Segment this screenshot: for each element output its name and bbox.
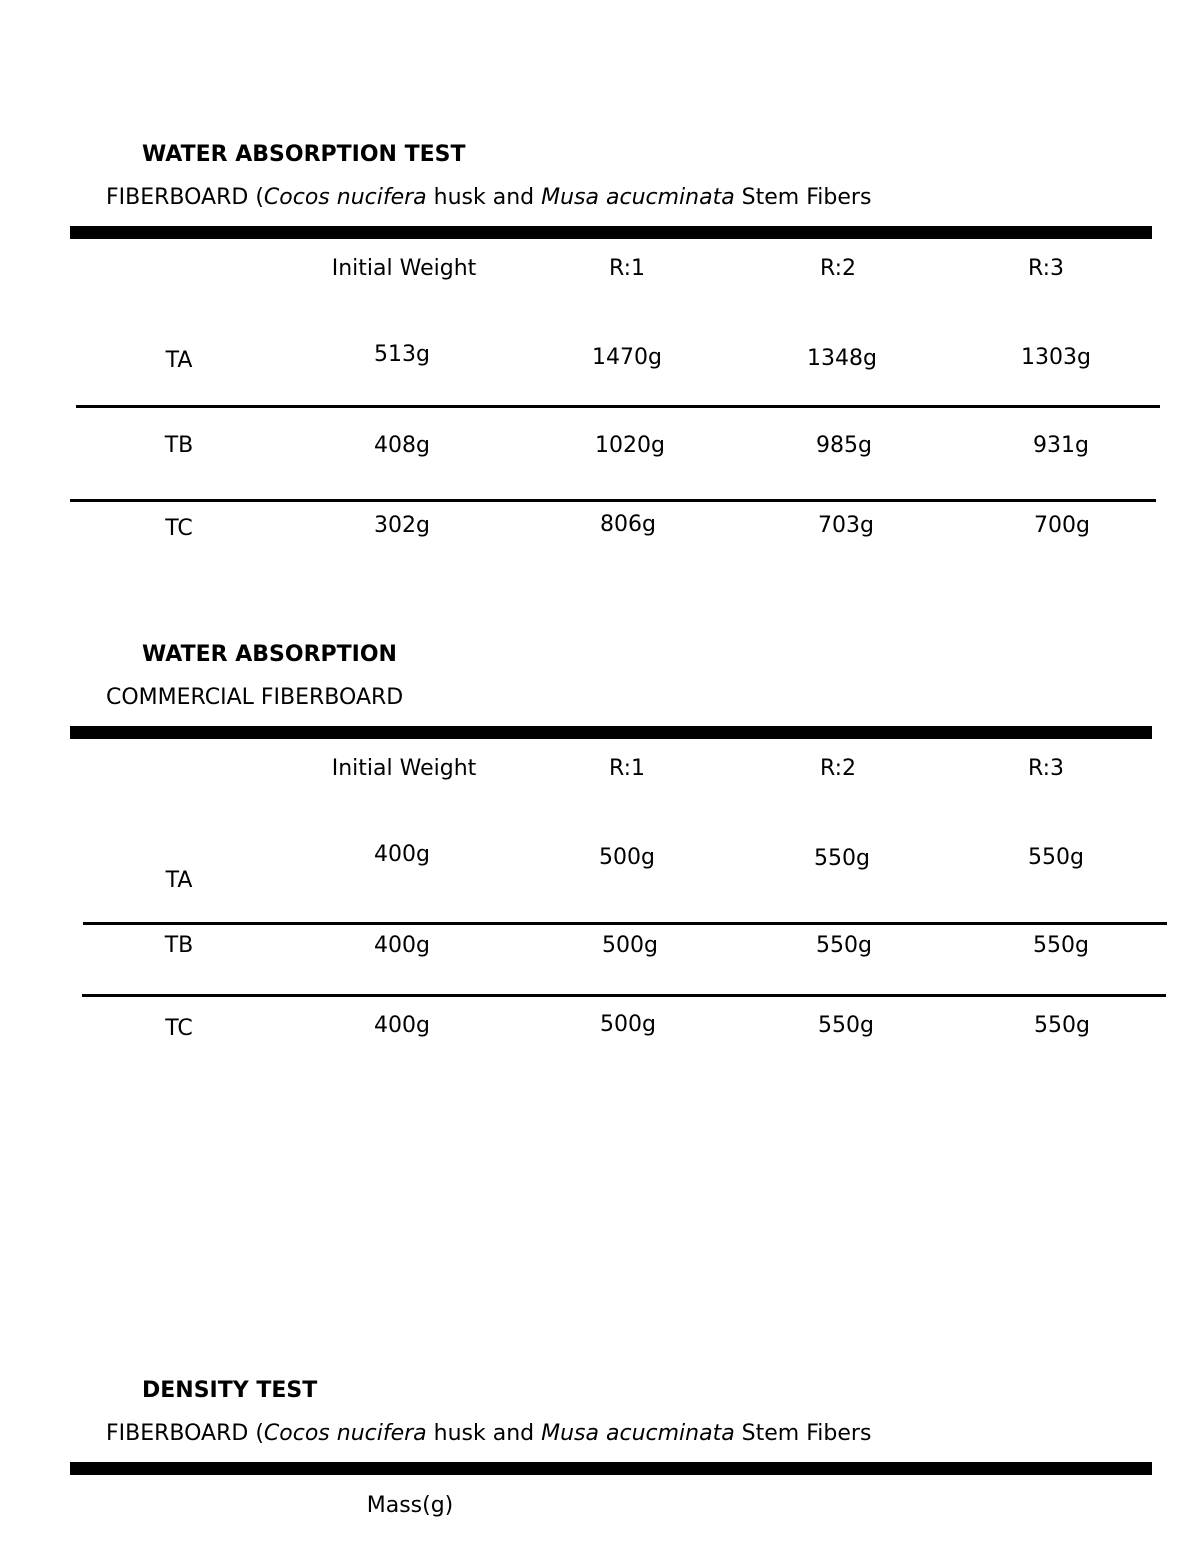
table-cell: 302g xyxy=(374,513,430,538)
section2-subtitle: COMMERCIAL FIBERBOARD xyxy=(106,685,404,710)
row-label: TB xyxy=(164,933,194,958)
row-divider xyxy=(76,405,1160,408)
section3-subtitle xyxy=(106,1421,871,1446)
section2-top-rule xyxy=(70,726,1152,739)
table-cell: 400g xyxy=(374,1013,430,1038)
header-r2: R:2 xyxy=(819,756,857,781)
table-cell: 550g xyxy=(816,933,872,958)
table-cell: 400g xyxy=(374,933,430,958)
header-r1: R:1 xyxy=(608,756,646,781)
section1-top-rule xyxy=(70,226,1152,239)
row-label: TC xyxy=(165,516,193,541)
subtitle-prefix: FIBERBOARD ( xyxy=(106,185,264,210)
table-cell: 985g xyxy=(816,433,872,458)
section2-title: WATER ABSORPTION xyxy=(142,642,397,667)
header-r3: R:3 xyxy=(1027,256,1065,281)
section1-subtitle xyxy=(106,185,871,210)
header-r3: R:3 xyxy=(1027,756,1065,781)
table-cell: 500g xyxy=(600,1012,656,1037)
table-cell: 408g xyxy=(374,433,430,458)
table-cell: 550g xyxy=(1034,1013,1090,1038)
subtitle-mid: husk and xyxy=(426,1421,542,1446)
section1-title: WATER ABSORPTION TEST xyxy=(142,142,466,167)
subtitle-mid: husk and xyxy=(426,185,542,210)
row-label: TA xyxy=(165,348,193,373)
row-divider xyxy=(70,499,1156,502)
table-cell: 1470g xyxy=(592,345,662,370)
row-label: TA xyxy=(165,868,193,893)
table-cell: 703g xyxy=(818,513,874,538)
table-cell: 1020g xyxy=(595,433,665,458)
row-label: TC xyxy=(165,1016,193,1041)
table-cell: 500g xyxy=(599,845,655,870)
table-cell: 550g xyxy=(818,1013,874,1038)
table-cell: 550g xyxy=(814,846,870,871)
table-cell: 806g xyxy=(600,512,656,537)
header-r2: R:2 xyxy=(819,256,857,281)
row-divider xyxy=(82,994,1166,997)
section3-title: DENSITY TEST xyxy=(142,1378,318,1403)
subtitle-species-1: Cocos nucifera xyxy=(263,185,427,210)
row-label: TB xyxy=(164,433,194,458)
header-initial-weight: Initial Weight xyxy=(331,256,477,281)
subtitle-species-2: Musa acucminata xyxy=(541,1421,735,1446)
table-cell: 1348g xyxy=(807,346,877,371)
subtitle-suffix: Stem Fibers xyxy=(734,185,872,210)
subtitle-species-2: Musa acucminata xyxy=(541,185,735,210)
subtitle-prefix: FIBERBOARD ( xyxy=(106,1421,264,1446)
section3-top-rule xyxy=(70,1462,1152,1475)
subtitle-species-1: Cocos nucifera xyxy=(263,1421,427,1446)
subtitle-suffix: Stem Fibers xyxy=(734,1421,872,1446)
table-cell: 500g xyxy=(602,933,658,958)
table-cell: 1303g xyxy=(1021,345,1091,370)
row-divider xyxy=(83,922,1167,925)
header-mass: Mass(g) xyxy=(366,1493,454,1518)
table-cell: 400g xyxy=(374,842,430,867)
table-cell: 550g xyxy=(1028,845,1084,870)
header-initial-weight: Initial Weight xyxy=(331,756,477,781)
table-cell: 700g xyxy=(1034,513,1090,538)
table-cell: 550g xyxy=(1033,933,1089,958)
header-r1: R:1 xyxy=(608,256,646,281)
table-cell: 513g xyxy=(374,342,430,367)
table-cell: 931g xyxy=(1033,433,1089,458)
